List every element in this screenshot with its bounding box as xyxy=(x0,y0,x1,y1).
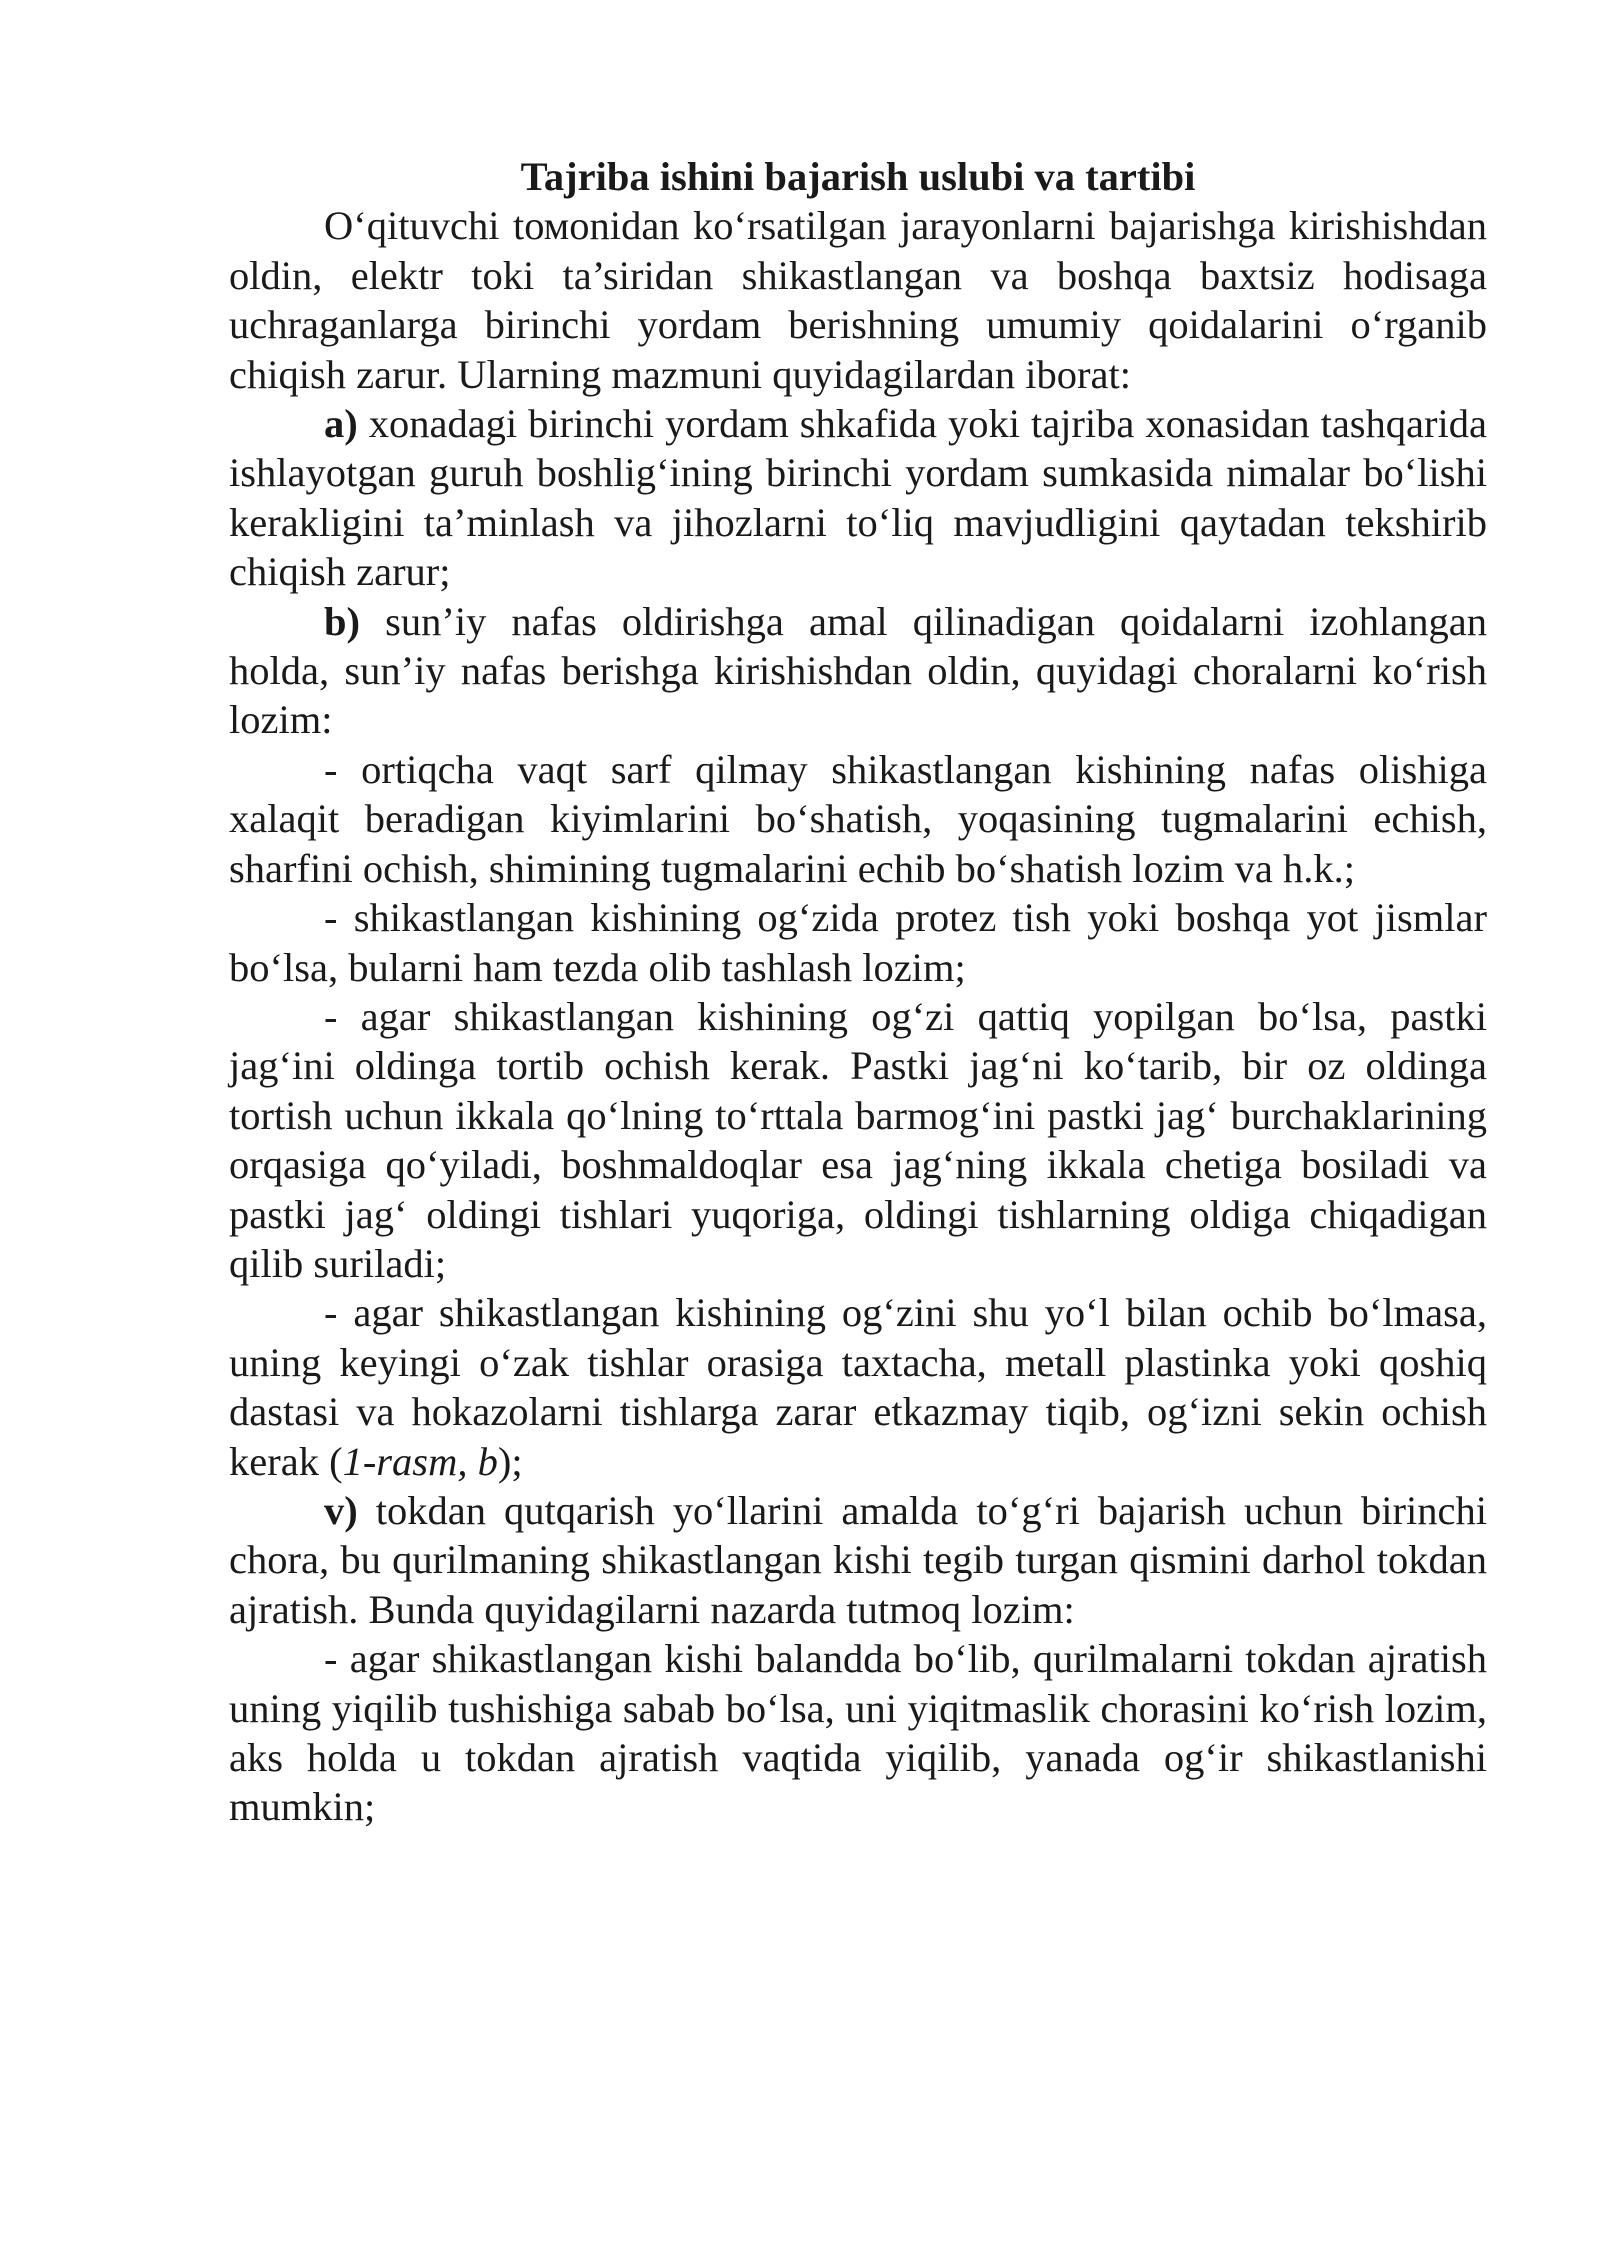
paragraph-tail: ); xyxy=(497,1438,523,1484)
paragraph-text: O‘qituvchi tомonidan ko‘rsatilgan jarayonlarni bajarishga kirishishdan oldin, elektr toki ta’siridan shikastlangan va boshqa baxtsiz hodisaga uchraganlarga birinchi yordam berishning umumiy qoidalarini o‘rganib chiqish zarur. Ularning mazmuni quyidagilardan iborat: xyxy=(229,203,1487,397)
document-title: Tajriba ishini bajarish uslubi va tartibi xyxy=(520,154,1196,199)
paragraph-text: - agar shikastlangan kishi balandda bo‘lib, qurilmalarni tokdan ajratish uning yiqilib tushishiga sabab bo‘lsa, uni yiqitmaslik chorasini ko‘rish lozim, aks holda u tokdan ajratish vaqtida yiqilib, yanada og‘ir shikastlanishi mumkin; xyxy=(229,1636,1487,1830)
paragraph-text: - shikastlangan kishining og‘zida protez tish yoki boshqa yot jismlar bo‘lsa, bularni ham tezda olib tashlash lozim; xyxy=(229,895,1487,990)
paragraph-dash-1 xyxy=(229,745,1487,893)
figure-reference: 1-rasm, b xyxy=(342,1438,498,1484)
paragraph-dash-3 xyxy=(229,992,1487,1288)
paragraph-text: sun’iy nafas oldirishga amal qilinadigan qoidalarni izohlangan holda, sun’iy nafas berishga kirishishdan oldin, quyidagi choralarni ko‘rish lozim: xyxy=(229,598,1487,743)
paragraph-item-v xyxy=(229,1486,1487,1634)
paragraph-text: - agar shikastlangan kishining og‘zini shu yo‘l bilan ochib bo‘lmasa, uning keyingi o‘zak tishlar orasiga taxtacha, metall plastinka yoki qoshiq dastasi va hokazolarni tishlarga zarar etkazmay tiqib, og‘izni sekin ochish kerak ( xyxy=(229,1290,1487,1484)
paragraph-text: - agar shikastlangan kishining og‘zi qattiq yopilgan bo‘lsa, pastki jag‘ini oldinga tortib ochish kerak. Pastki jag‘ni ko‘tarib, bir oz oldinga tortish uchun ikkala qo‘lning to‘rttala barmog‘ini pastki jag‘ burchaklarining orqasiga qo‘yiladi, boshmaldoqlar esa jag‘ning ikkala chetiga bosiladi va pastki jag‘ oldingi tishlari yuqoriga, oldingi tishlarning oldiga chiqadigan qilib suriladi; xyxy=(229,993,1487,1286)
document-page xyxy=(229,152,1487,1832)
paragraph-text: - ortiqcha vaqt sarf qilmay shikastlangan kishining nafas olishiga xalaqit beradigan kiyimlarini bo‘shatish, yoqasining tugmalarini echish, sharfini ochish, shimining tugmalarini echib bo‘shatish lozim va h.k.; xyxy=(229,746,1487,891)
paragraph-dash-4 xyxy=(229,1288,1487,1486)
list-marker: b) xyxy=(324,598,361,644)
paragraph-item-a xyxy=(229,399,1487,597)
paragraph-text: tokdan qutqarish yo‘llarini amalda to‘g‘ri bajarish uchun birinchi chora, bu qurilmaning shikastlangan kishi tegib turgan qismini darhol tokdan ajratish. Bunda quyidagilarni nazarda tutmoq lozim: xyxy=(229,1487,1487,1632)
paragraph-intro xyxy=(229,201,1487,399)
paragraph-text: xonadagi birinchi yordam shkafida yoki tajriba xonasidan tashqarida ishlayotgan guruh boshlig‘ining birinchi yordam sumkasida nimalar bo‘lishi kerakligini ta’minlash va jihozlarni to‘liq mavjudligini qaytadan tekshirib chiqish zarur; xyxy=(229,401,1487,595)
list-marker: a) xyxy=(324,401,358,447)
list-marker: v) xyxy=(324,1487,358,1533)
paragraph-dash-2 xyxy=(229,893,1487,992)
paragraph-item-b xyxy=(229,597,1487,745)
paragraph-dash-5 xyxy=(229,1634,1487,1832)
